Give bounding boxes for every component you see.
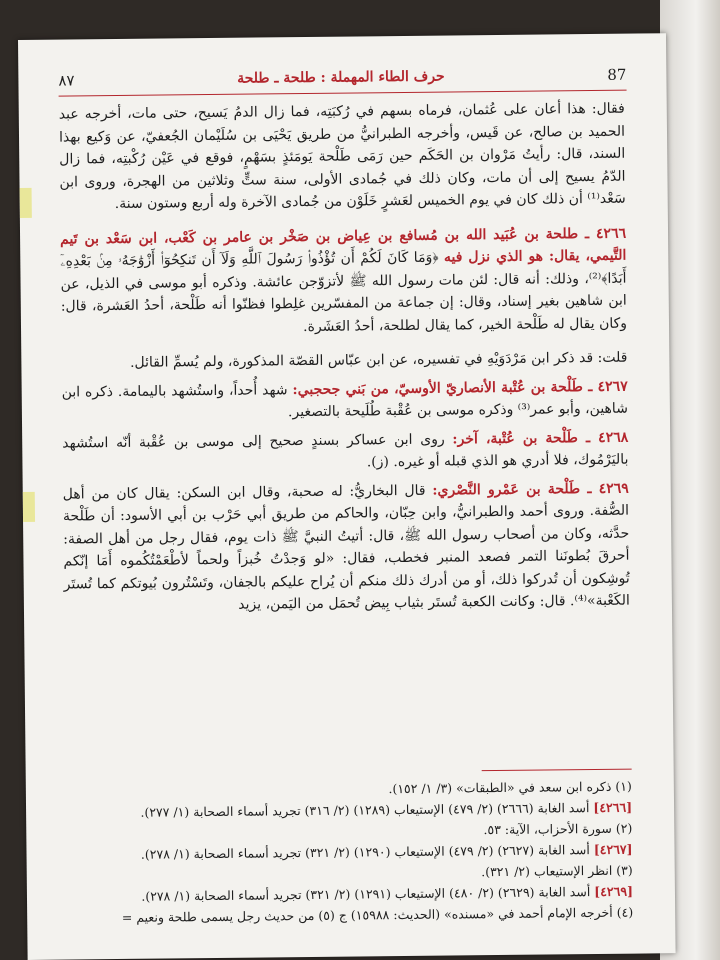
entry-4267	[62, 375, 628, 426]
entry-text: روى ابن عساكر بسندٍ صحيح إلى موسى بن عُقْبة أنّه استُشهد باليَرْمُوك، فلا أدري هو الذي قبله أو غيره. (ز).	[62, 431, 629, 471]
entry-heading: ٤٢٦٧ ـ طَلْحة بن عُتْبة الأنصاريّ الأوسيّ، من بَني جحجبي:	[292, 378, 628, 398]
running-title: حرف الطاء المهملة : طلحة ـ طلحة	[237, 68, 445, 87]
entry-4268	[62, 426, 628, 477]
footnote: (٤) أخرجه الإمام أحمد في «مسنده» (الحديث: ١٥٩٨٨) ج (٥) من حديث رجل يسمى طلحة ونعيم =	[121, 904, 634, 925]
footnote-text: أسد الغابة (٢٦٢٧) (٢/ ٤٧٩) الإستيعاب (١٢٩٠) (٢/ ٣٢١) تجريد أسماء الصحابة (١/ ٢٧٨).	[140, 842, 590, 862]
main-text	[59, 98, 630, 624]
entry-heading: ٤٢٦٨ ـ طَلْحة بن عُتْبة، آخر:	[452, 429, 629, 447]
page-number-arabic: ٨٧	[58, 71, 75, 90]
editor-note: قلت: قد ذكر ابن مَرْدَوَيْهِ في تفسيره، عن ابن عبّاس القصّة المذكورة، ولم يُسمِّ القائل.	[129, 349, 628, 371]
footnotes	[66, 769, 634, 929]
paragraph: فقال: هذا أعان على عُثمان، فرماه بسهم في رُكبَتِه، فما زال الدمُ يَسيح، حتى مات، أخرجه عبد الحميد بن صالح، عن قَيس، وأخرجه الطبرانيُّ من طريق يَحْيَى بن سُلَيْمان الجُعفيّ، عن وَكيع بهذا السند، قال: رأيتُ مَرْوان بن الحَكَم حين رَمَى طَلْحة يَومَئذٍ بسَهْمٍ، فوقع في عَيْن رُكْبتِه، فما زال الدّمُ يسيح إلى أن مات، وكان ذلك في جُمادى الأولى، سنة ستٍّ وثلاثين من الهجرة، وروى ابن سَعْد⁽¹⁾ أن ذلك كان في يوم الخميس لعَشرٍ خَلَوْن من جُمادى الآخرة وله أربع وستون سنة.	[58, 100, 626, 212]
bookmark-tab	[20, 188, 32, 218]
footnote-text: أسد الغابة (٢٦٢٩) (٢/ ٤٨٠) الإستيعاب (١٢٩١) (٢/ ٣٢١) تجريد أسماء الصحابة (١/ ٢٧٨).	[141, 884, 591, 904]
footnote-ref: [٤٢٦٦]	[593, 799, 633, 816]
footnote-ref: [٤٢٦٧]	[593, 841, 633, 858]
bookmark-tab	[23, 492, 35, 522]
book-page	[18, 33, 676, 960]
entry-heading: ٤٢٦٩ ـ طَلْحة بن عَمْرو النَّصْري:	[432, 480, 629, 499]
footnote-rule	[482, 769, 632, 772]
entry-text: شهد أُحداً، واستُشهد باليمامة. ذكره ابن شاهين، وأبو عمر⁽³⁾ وذكره موسى بن عُقْبة طُلَيحة بالتصغير.	[61, 381, 628, 421]
footnote: (١) ذكره ابن سعد في «الطبقات» (٣/ ١/ ١٥٢).	[388, 778, 632, 797]
footnote-text: أسد الغابة (٢٦٦٦) (٢/ ٤٧٩) الإستيعاب (١٢٨٩) (٢/ ٣١٦) تجريد أسماء الصحابة (١/ ٢٧٧).	[140, 800, 590, 820]
page-header	[58, 62, 626, 94]
page-number-latin: 87	[607, 65, 627, 84]
footnote: (٢) سورة الأحزاب، الآية: ٥٣.	[483, 820, 633, 838]
entry-text: ﴿وَمَا كَانَ لَكُمْ أَن تُؤْذُوا۟ رَسُولَ ٱللَّهِ وَلَآ أَن تَنكِحُوٓا۟ أَزْوَٰجَهُۥ مِنۢ بَعْدِهِۦٓ أَبَدًا﴾⁽²⁾، وذلك: أنه قال: لئن مات رسول الله ﷺ لأتزوّجن عائشة. وذكره أبو موسى في الذيل، عن ابن شاهين بغير إسناد، وقال: إن جماعة من المفسّرين غلِطوا فظنّوا أنه طَلْحة، أحدُ العَشرة، قال: وكان يقال له طَلْحة الخير، كما يقال لطلحة، أحدُ العَشَرة.	[60, 249, 628, 335]
entry-text: قال البخاريُّ: له صحبة، وقال ابن السكن: يقال كان من أهل الصُّفة. وروى أحمد والطبرانيُّ، وابن حِبّان، والحاكم من طريق أبي حَرْب بن أبي الأسود: أن طَلْحة حدَّثه، وكان من أصحاب رسول الله ﷺ، قال: أتيتُ النبيَّ ﷺ ذات يوم، فقال رجل من أهل الصفة: أحرقَ بُطونَنا التمر فصعد المنبر فخطب، فقال: «لو وَجدْتُ خُبزاً ولحماً لأطْعَمْتُكُموه أَمَا إنّكم تُوشِكون أن تُدركوا ذلك، أو من أدرك ذلك منكم أن يُراح عليكم بالجفان، وتَسْتُرون بُيوتكم كما تُستَر الكَعْبة»⁽⁴⁾. قال: وكانت الكعبة تُستَر بثياب بِيض تُحمَل من اليَمن، يزيد	[62, 482, 630, 613]
entry-4269	[63, 477, 630, 618]
footnote: (٣) انظر الإستيعاب (٢/ ٣٢١).	[481, 862, 633, 880]
entry-4266	[60, 222, 627, 340]
footnote-ref: [٤٢٦٩]	[594, 883, 634, 900]
entry-heading: ٤٢٦٦ ـ طلحة بن عُبَيد الله بن مُسافع بن عِياض بن صَخْر بن عامر بن كَعْب، ابن سَعْد بن تَيم التَّيمي، يقال: هو الذي نزل فيه	[60, 225, 627, 266]
